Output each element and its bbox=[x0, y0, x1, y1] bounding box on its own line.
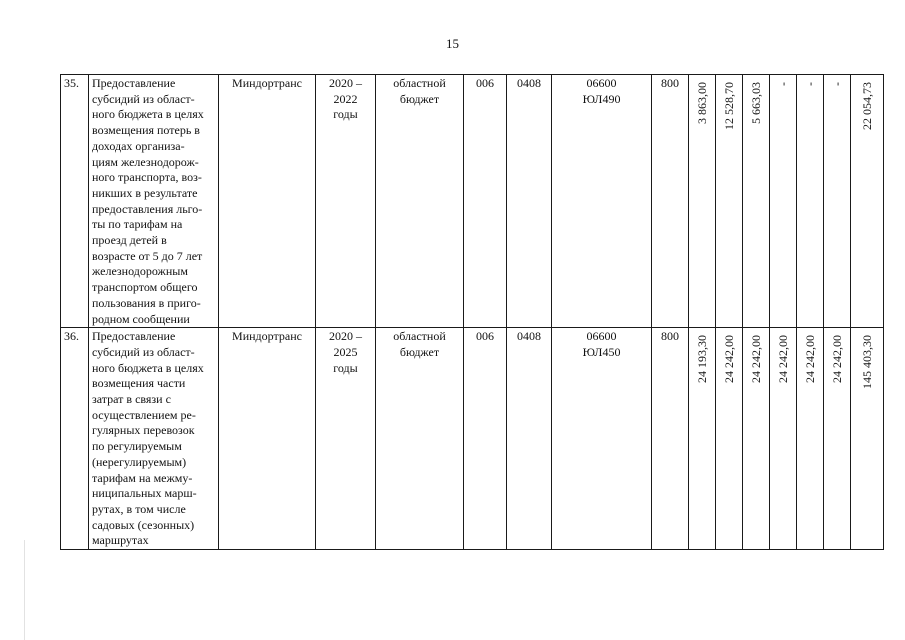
cell-line: родном сообщении bbox=[92, 311, 190, 326]
scan-edge-mark bbox=[24, 540, 25, 640]
cell-line: садовых (сезонных) bbox=[92, 517, 195, 532]
period-cell bbox=[316, 328, 376, 550]
amount-year-cell bbox=[743, 75, 770, 328]
amount-value: 24 242,00 bbox=[749, 335, 763, 384]
cell-line: ЮЛ450 bbox=[582, 344, 621, 359]
amount-wrap bbox=[827, 76, 847, 312]
cell-text: 0408 bbox=[517, 76, 541, 90]
funding-source-cell bbox=[376, 328, 464, 550]
cell-line: Предоставление bbox=[92, 329, 176, 344]
executor-cell bbox=[219, 328, 316, 550]
section-code-cell bbox=[507, 328, 552, 550]
grbs-code-cell bbox=[464, 75, 507, 328]
amount-value: 24 242,00 bbox=[722, 335, 736, 384]
cell-line: возмещения потерь в bbox=[92, 123, 200, 138]
amount-wrap bbox=[746, 329, 766, 537]
cell-text: 006 bbox=[476, 329, 494, 344]
amount-year-cell bbox=[797, 75, 824, 328]
funding-source-cell bbox=[376, 75, 464, 328]
amount-total-cell bbox=[851, 75, 884, 328]
cell-text: 0408 bbox=[517, 329, 541, 344]
executor-cell bbox=[219, 75, 316, 328]
target-article-cell bbox=[552, 328, 652, 550]
amount-value: - bbox=[776, 82, 790, 86]
cell-line: ного транспорта, воз- bbox=[92, 170, 202, 185]
row-number-cell bbox=[61, 75, 89, 328]
amount-wrap bbox=[854, 76, 880, 312]
cell-line: осуществлением ре- bbox=[92, 407, 196, 422]
grbs-code-cell bbox=[464, 328, 507, 550]
amount-year-cell bbox=[824, 75, 851, 328]
amount-value: 145 403,30 bbox=[860, 335, 874, 390]
amount-year-cell bbox=[689, 75, 716, 328]
cell-line: (нерегулируемым) bbox=[92, 454, 187, 469]
amount-wrap bbox=[827, 329, 847, 537]
cell-line: никших в результате bbox=[92, 185, 198, 200]
table-row bbox=[61, 328, 884, 550]
cell-text: 006 bbox=[476, 76, 494, 90]
cell-line: 06600 bbox=[586, 329, 617, 344]
cell-line: областной bbox=[393, 76, 446, 90]
expense-type-cell bbox=[652, 75, 689, 328]
section-code-cell bbox=[507, 75, 552, 328]
cell-line: ного бюджета в целях bbox=[92, 360, 204, 375]
cell-line: ниципальных марш- bbox=[92, 486, 197, 501]
cell-line: субсидий из област- bbox=[92, 91, 195, 106]
cell-line: проезд детей в bbox=[92, 233, 167, 248]
amount-year-cell bbox=[716, 328, 743, 550]
cell-line: Предоставление bbox=[92, 76, 176, 90]
cell-line: рутах, в том числе bbox=[92, 501, 186, 516]
cell-line: годы bbox=[333, 360, 358, 375]
cell-line: бюджет bbox=[399, 344, 440, 359]
cell-text: 800 bbox=[661, 76, 679, 90]
cell-line: транспортом общего bbox=[92, 280, 198, 295]
amount-year-cell bbox=[770, 328, 797, 550]
amount-value: 24 242,00 bbox=[830, 335, 844, 384]
amount-wrap bbox=[746, 76, 766, 312]
amount-wrap bbox=[692, 76, 712, 312]
cell-line: областной bbox=[393, 329, 446, 344]
amount-value: 24 242,00 bbox=[803, 335, 817, 384]
table-body bbox=[61, 75, 884, 550]
row-number-cell bbox=[61, 328, 89, 550]
cell-line: ного бюджета в целях bbox=[92, 107, 204, 122]
expense-type-cell bbox=[652, 328, 689, 550]
cell-line: по регулируемым bbox=[92, 439, 182, 454]
page-number: 15 bbox=[446, 36, 459, 51]
cell-line: железнодорожным bbox=[92, 264, 188, 279]
cell-line: предоставления льго- bbox=[92, 201, 203, 216]
amount-value: - bbox=[803, 82, 817, 86]
event-name-cell bbox=[89, 328, 219, 550]
amount-wrap bbox=[773, 76, 793, 312]
cell-text: 36. bbox=[64, 329, 79, 344]
amount-year-cell bbox=[716, 75, 743, 328]
amount-year-cell bbox=[689, 328, 716, 550]
cell-line: 06600 bbox=[586, 76, 617, 90]
amount-value: 12 528,70 bbox=[722, 82, 736, 130]
amount-wrap bbox=[692, 329, 712, 537]
amount-value: - bbox=[830, 82, 844, 86]
cell-line: субсидий из област- bbox=[92, 344, 195, 359]
cell-text: Миндортранс bbox=[232, 329, 302, 344]
amount-total-cell bbox=[851, 328, 884, 550]
cell-text: 35. bbox=[64, 76, 79, 90]
amount-year-cell bbox=[743, 328, 770, 550]
cell-line: гулярных перевозок bbox=[92, 423, 195, 438]
cell-line: бюджет bbox=[399, 91, 440, 106]
amount-value: 3 863,00 bbox=[695, 82, 709, 124]
amount-wrap bbox=[800, 329, 820, 537]
amount-wrap bbox=[800, 76, 820, 312]
cell-line: маршрутах bbox=[92, 533, 149, 548]
cell-line: ты по тарифам на bbox=[92, 217, 183, 232]
amount-value: 5 663,03 bbox=[749, 82, 763, 124]
target-article-cell bbox=[552, 75, 652, 328]
cell-text: 800 bbox=[661, 329, 679, 344]
amount-wrap bbox=[719, 76, 739, 312]
cell-line: 2020 – bbox=[329, 329, 362, 344]
amount-year-cell bbox=[824, 328, 851, 550]
cell-line: затрат в связи с bbox=[92, 392, 171, 407]
amount-year-cell bbox=[770, 75, 797, 328]
cell-line: доходах организа- bbox=[92, 138, 185, 153]
amount-wrap bbox=[854, 329, 880, 537]
cell-line: 2025 bbox=[333, 344, 358, 359]
amount-value: 22 054,73 bbox=[860, 82, 874, 130]
event-name-cell bbox=[89, 75, 219, 328]
cell-text: Миндортранс bbox=[232, 76, 302, 90]
budget-table bbox=[60, 74, 884, 550]
cell-line: ЮЛ490 bbox=[582, 91, 621, 106]
cell-line: годы bbox=[333, 107, 358, 122]
amount-value: 24 193,30 bbox=[695, 335, 709, 384]
cell-line: возмещения части bbox=[92, 376, 186, 391]
cell-line: 2022 bbox=[333, 91, 358, 106]
cell-line: 2020 – bbox=[329, 76, 362, 90]
cell-line: возрасте от 5 до 7 лет bbox=[92, 248, 203, 263]
amount-wrap bbox=[773, 329, 793, 537]
cell-line: пользования в приго- bbox=[92, 295, 201, 310]
period-cell bbox=[316, 75, 376, 328]
table-row bbox=[61, 75, 884, 328]
amount-year-cell bbox=[797, 328, 824, 550]
cell-line: тарифам на межму- bbox=[92, 470, 193, 485]
amount-wrap bbox=[719, 329, 739, 537]
amount-value: 24 242,00 bbox=[776, 335, 790, 384]
cell-line: циям железнодорож- bbox=[92, 154, 199, 169]
